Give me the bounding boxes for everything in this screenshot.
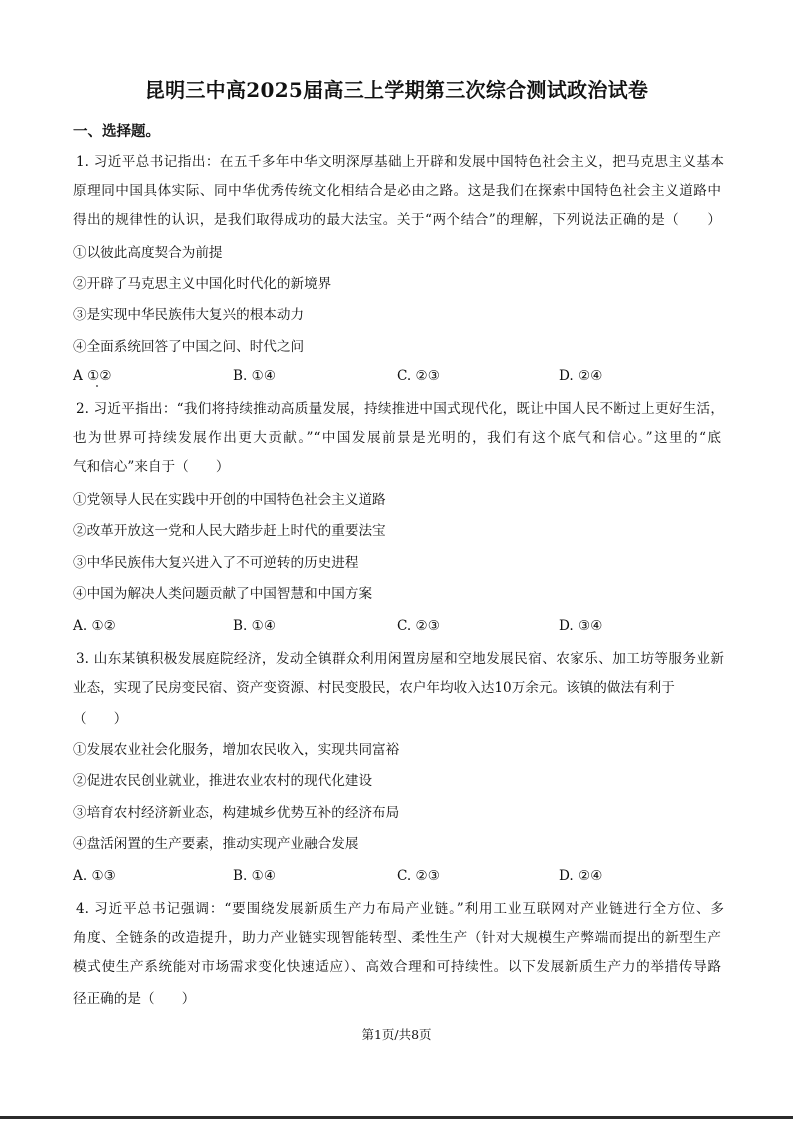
q1-item-2: ②开辟了马克思主义中国化时代化的新境界 xyxy=(73,276,332,292)
q2-item-1: ①党领导人民在实践中开创的中国特色社会主义道路 xyxy=(73,492,386,508)
q3-stem-line-2: 业态，实现了民房变民宿、资产变资源、村民变股民，农户年均收入达10万余元。该镇的做法有利于 xyxy=(73,680,675,696)
q2-item-3: ③中华民族伟大复兴进入了不可逆转的历史进程 xyxy=(73,555,359,571)
q2-option-d: D. ③④ xyxy=(559,618,603,634)
page-number-footer: 第1页/共8页 xyxy=(361,1027,432,1042)
stray-dot xyxy=(96,385,98,387)
section-heading: 一、选择题。 xyxy=(73,123,160,140)
q3-stem-line-3: （ ） xyxy=(73,711,128,727)
q2-option-a: A. ①② xyxy=(73,618,116,634)
q3-option-b: B. ①④ xyxy=(233,868,277,884)
q4-stem-line-4: 径正确的是（ ） xyxy=(73,991,196,1007)
q4-stem-line-1: 4. 习近平总书记强调：“要围绕发展新质生产力布局产业链。”利用工业互联网对产业链进行全方位、多 xyxy=(76,901,724,917)
q1-item-4: ④全面系统回答了中国之问、时代之问 xyxy=(73,339,305,355)
q1-option-a: A ①② xyxy=(73,368,112,384)
q3-option-a: A. ①③ xyxy=(73,868,116,884)
q2-stem-line-2: 也为世界可持续发展作出更大贡献。”“中国发展前景是光明的，我们有这个底气和信心。”这里的“底 xyxy=(73,430,721,446)
q1-stem-line-2: 原理同中国具体实际、同中华优秀传统文化相结合是必由之路。这是我们在探索中国特色社会主义道路中 xyxy=(73,183,721,199)
q1-option-c: C. ②③ xyxy=(397,368,440,384)
q3-item-3: ③培育农村经济新业态，构建城乡优势互补的经济布局 xyxy=(73,805,400,821)
q2-option-b: B. ①④ xyxy=(233,618,277,634)
q3-option-d: D. ②④ xyxy=(559,868,603,884)
q2-stem-line-1: 2. 习近平指出：“我们将持续推动高质量发展，持续推进中国式现代化，既让中国人民不断过上更好生活， xyxy=(76,401,724,417)
q2-item-2: ②改革开放这一党和人民大踏步赶上时代的重要法宝 xyxy=(73,523,386,539)
page-title: 昆明三中高2025届高三上学期第三次综合测试政治试卷 xyxy=(144,78,649,102)
q1-option-d: D. ②④ xyxy=(559,368,603,384)
q3-item-4: ④盘活闲置的生产要素，推动实现产业融合发展 xyxy=(73,836,359,852)
q4-stem-line-3: 模式使生产系统能对市场需求变化快速适应）、高效合理和可持续性。以下发展新质生产力的举措传导路 xyxy=(73,959,721,975)
q4-stem-line-2: 角度、全链条的改造提升，助力产业链实现智能转型、柔性生产（针对大规模生产弊端而提出的新型生产 xyxy=(73,930,721,946)
q1-stem-line-1: 1. 习近平总书记指出：在五千多年中华文明深厚基础上开辟和发展中国特色社会主义，把马克思主义基本 xyxy=(76,154,724,170)
bottom-divider xyxy=(0,1116,793,1119)
q1-item-1: ①以彼此高度契合为前提 xyxy=(73,245,223,261)
q3-option-c: C. ②③ xyxy=(397,868,440,884)
q2-stem-line-3: 气和信心”来自于（ ） xyxy=(73,459,230,475)
q3-item-2: ②促进农民创业就业，推进农业农村的现代化建设 xyxy=(73,773,373,789)
q1-item-3: ③是实现中华民族伟大复兴的根本动力 xyxy=(73,307,305,323)
q1-stem-line-3: 得出的规律性的认识，是我们取得成功的最大法宝。关于“两个结合”的理解，下列说法正确的是（ ） xyxy=(73,212,721,228)
q3-stem-line-1: 3. 山东某镇积极发展庭院经济，发动全镇群众利用闲置房屋和空地发展民宿、农家乐、加工坊等服务业新 xyxy=(76,651,724,667)
q1-option-b: B. ①④ xyxy=(233,368,277,384)
q2-option-c: C. ②③ xyxy=(397,618,440,634)
q2-item-4: ④中国为解决人类问题贡献了中国智慧和中国方案 xyxy=(73,586,373,602)
q3-item-1: ①发展农业社会化服务，增加农民收入，实现共同富裕 xyxy=(73,742,400,758)
